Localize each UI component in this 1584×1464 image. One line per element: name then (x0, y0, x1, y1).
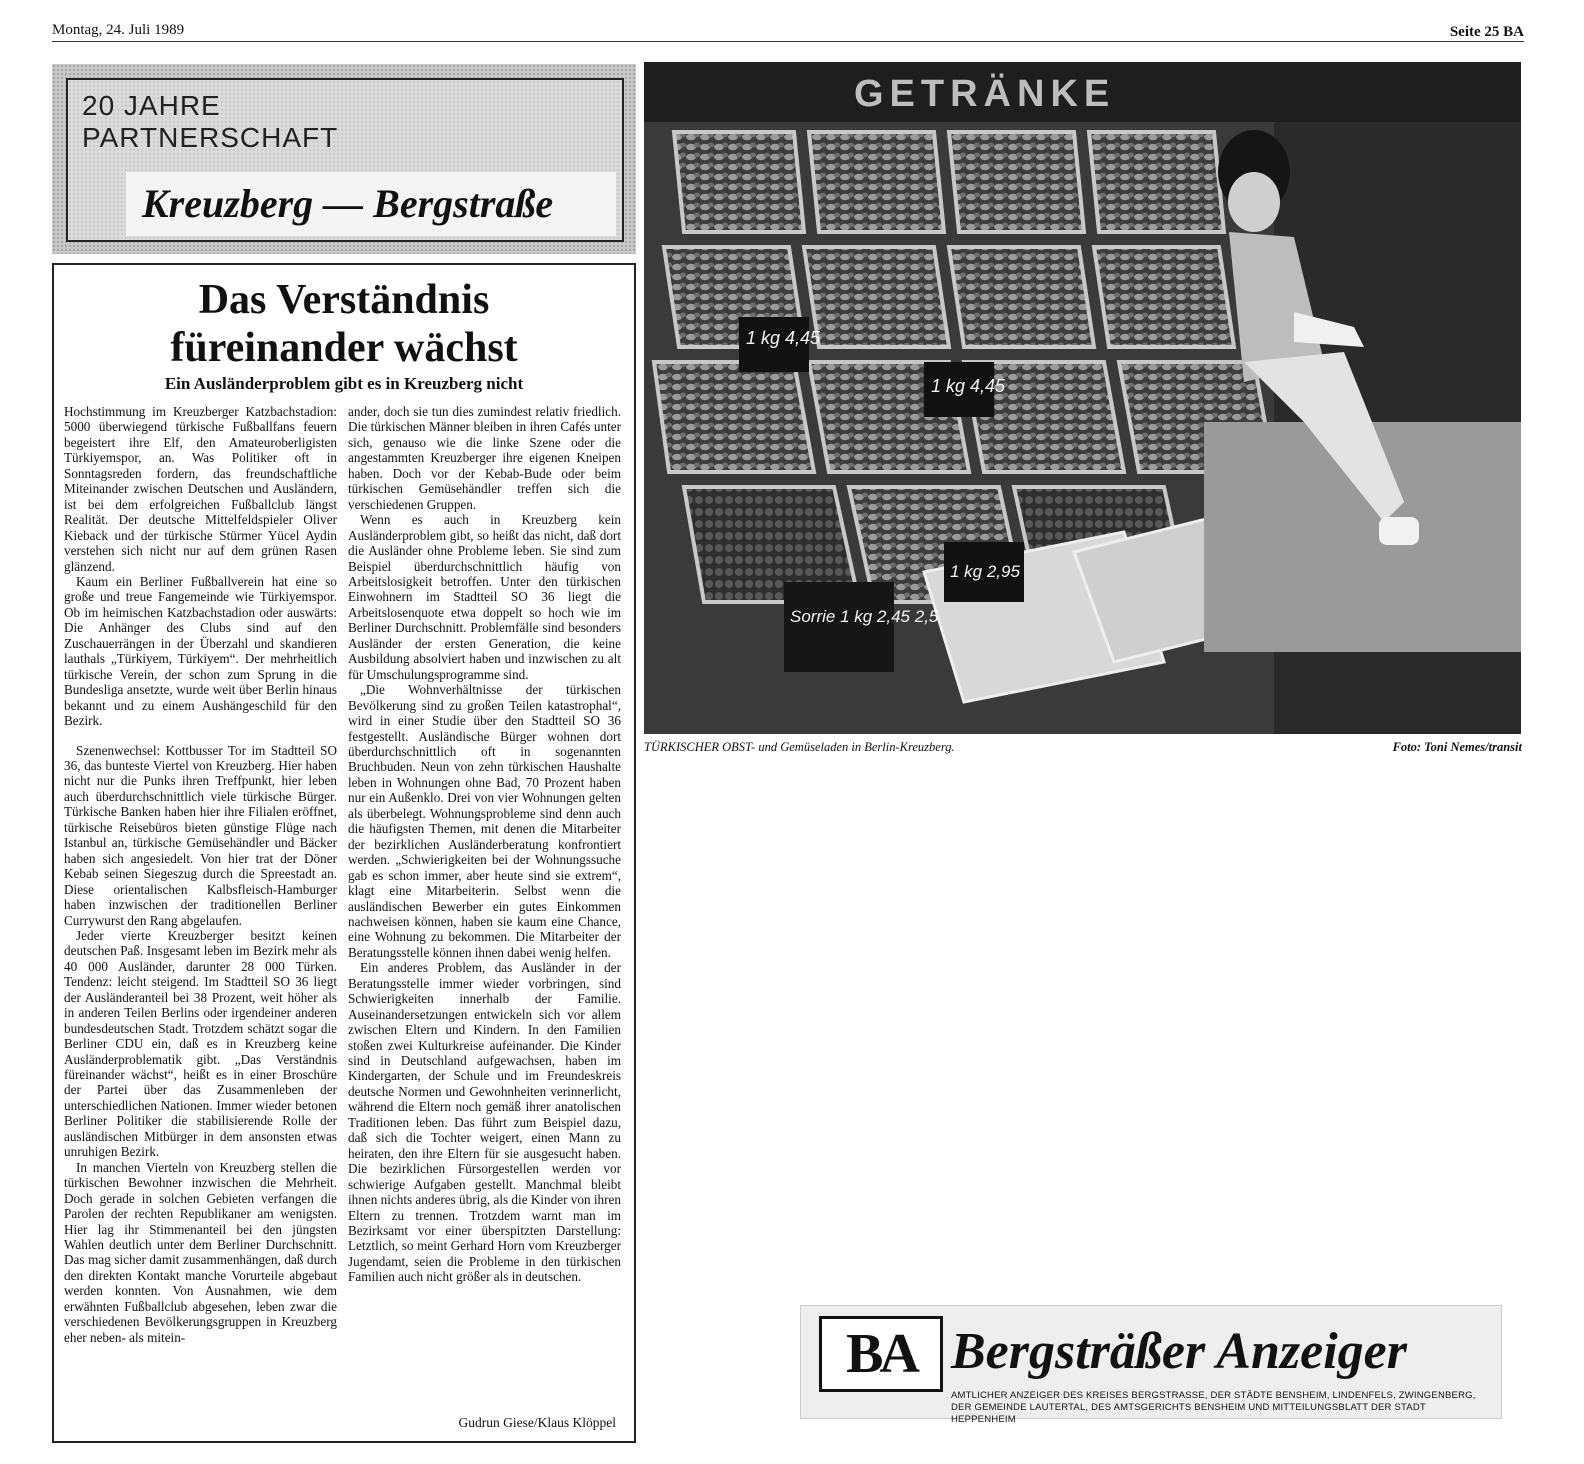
price-tag-3: Sorrie 1 kg 2,45 2,5 (790, 607, 939, 626)
article-byline: Gudrun Giese/Klaus Klöppel (458, 1415, 616, 1430)
paragraph: Szenenwechsel: Kottbusser Tor im Stadtteil SO 36, das bunteste Viertel von Kreuzberg. Hier haben nicht nur die Punks ihren Treffpunkt, hier leben auch überdurchschnittlich viele türkische Bürger. Türkische Banken haben hier ihre Filialen eröffnet, türkische Reisebüros bieten günstige Flüge nach Istanbul an, türkische Gemüsehändler und Bäcker haben sich angesiedelt. Von hier trat der Döner Kebab seinen Siegeszug durch die Spreestadt an. Diese orientalischen Kalbsfleisch-Hamburger haben inzwischen der traditionellen Berliner Currywurst den Rang abgelaufen. (64, 742, 337, 928)
header-date: Montag, 24. Juli 1989 (52, 22, 185, 38)
paragraph: ander, doch sie tun dies zumindest relativ friedlich. Die türkischen Männer bleiben in ihren Cafés unter sich, genauso wie die linke Szene oder die angestammten Kreuzberger ihre eigenen Kneipen haben. Doch vor der Kebab-Bude oder beim türkischen Gemüsehändler treffen sich die verschiedenen Gruppen. (348, 404, 621, 512)
article-subhead: Ein Ausländerproblem gibt es in Kreuzberg nicht (164, 374, 524, 393)
header-page: Seite 25 BA (1449, 24, 1524, 40)
banner-frame (66, 78, 624, 242)
paragraph: Jeder vierte Kreuzberger besitzt keinen deutschen Paß. Insgesamt leben im Bezirk mehr als 40 000 Ausländer, darunter 28 000 Türken. Tendenz: leicht steigend. Im Stadtteil SO 36 liegt der Ausländeranteil bei 38 Prozent, weit höher als in anderen Teilen Berlins oder irgendeiner anderen bundesdeutschen Stadt. Trotzdem schätzt sogar die Berliner CDU ein, daß es in Kreuzberg keine Ausländerproblematik gibt. „Das Verständnis füreinander wächst“, heißt es in einer Broschüre der Partei über das Zusammenleben der unterschiedlichen Nationen. Immer wieder betonen Berliner Politiker die stabilisierende Rolle der ausländischen Mitbürger in dem ansonsten etwas unruhigen Bezirk. (64, 927, 337, 1160)
photo-illustration (644, 62, 1521, 734)
masthead-subtitle: AMTLICHER ANZEIGER DES KREISES BERGSTRASSE, DER STÄDTE BENSHEIM, LINDENFELS, ZWINGENBERG, DER GEMEINDE LAUTERTAL, DES AMTSGERICHTS BENSHEIM UND MITTEILUNGSBLATT DER STADT HEPPENHEIM (951, 1390, 1476, 1425)
article-column-2 (348, 404, 621, 1285)
price-tag-1: 1 kg 4,45 (746, 328, 821, 348)
paragraph: „Die Wohnverhältnisse der türkischen Bevölkerung sind zu großen Teilen katastrophal“, wird in einer Studie über den Stadtteil SO 36 festgestellt. Ausländische Bürger wohnen dort überdurchschnittlich oft in sogenannten Bruchbuden. Neun von zehn türkischen Haushalte leben in Wohnungen ohne Bad, 70 Prozent haben nur ein Außenklo. Drei von vier Wohnungen gelten als überbelegt. Wohnungsprobleme sind denn auch die häufigsten Themen, mit denen die Mitarbeiter der bezirklichen Ausländerberatung konfrontiert werden. „Schwierigkeiten bei der Wohnungssuche gab es schon immer, aber heute sind sie extrem“, klagt eine Mitarbeiterin. Selbst wenn die ausländischen Bewerber ein gutes Einkommen nachweisen können, haben sie kaum eine Chance, eine Wohnung zu bekommen. Die Mitarbeiter der Beratungsstelle können ihnen dabei wenig helfen. (348, 682, 621, 960)
section-banner (52, 64, 636, 254)
photo-caption: TÜRKISCHER OBST- und Gemüseladen in Berlin-Kreuzberg. (644, 740, 955, 754)
price-tag-2: 1 kg 4,45 (931, 376, 1006, 396)
header-rule (52, 41, 1524, 42)
market-photo (644, 62, 1521, 734)
headline-line-1: Das Verständnis (198, 277, 490, 323)
paragraph: Kaum ein Berliner Fußballverein hat eine so große und treue Fangemeinde wie Türkiyemspor. Ob im heimischen Katzbachstadion oder auswärts: Die Anhänger des Clubs sind auf den Zuschauerrängen in der Überzahl und skandieren lauthals „Türkiyem, Türkiyem“. Der mehrheitlich türkische Verein, der schon zum Sprung in die Bundesliga ansetzte, wurde weit über Berlin hinaus bekannt und zu einem Aushängeschild für den Bezirk. (64, 573, 337, 729)
banner-kicker (82, 90, 338, 154)
paragraph: Wenn es auch in Kreuzberg kein Ausländerproblem gibt, so heißt das nicht, daß dort die Ausländer ohne Probleme leben. Sie sind zum Beispiel überdurchschnittlich häufig von Arbeitslosigkeit betroffen. Unter den türkischen Einwohnern im Stadtteil SO 36 liegt die Arbeitslosenquote etwa doppelt so hoch wie im Berliner Durchschnitt. Problemfälle sind besonders Ausländer der ersten Generation, die keine Ausbildung absolviert haben und inzwischen zu alt für Umschulungsprogramme sind. (348, 512, 621, 682)
paragraph: Ein anderes Problem, das Ausländer in der Beratungsstelle immer wieder vorbringen, sind Schwierigkeiten innerhalb der Familie. Auseinandersetzungen entwickeln sich vor allem zwischen Eltern und Kindern. In den Familien stoßen zwei Kulturkreise aufeinander. Die Kinder sind in Deutschland aufgewachsen, haben im Kindergarten, der Schule und im Freundeskreis deutsche Normen und Gewohnheiten verinnerlicht, während die Eltern noch gemäß ihrer anatolischen Traditionen leben. Das führt zum Beispiel dazu, daß sich die Tochter weigert, einen Mann zu heiraten, den ihre Eltern für sie ausgesucht haben. Die bezirklichen Fürsorgestellen werden vor schwierige Aufgaben gestellt. Manchmal bleibt ihnen nichts anderes übrig, als die Kinder von ihren Eltern zu trennen. Trotzdem warnt man im Bezirksamt vor einer überspitzten Darstellung: Letztlich, so meint Gerhard Horn vom Kreuzberger Jugendamt, seien die Probleme in den türkischen Familien auch nicht größer als in deutschen. (348, 960, 621, 1285)
newspaper-masthead (800, 1305, 1502, 1425)
photo-credit: Foto: Toni Nemes/transit (1392, 740, 1522, 754)
headline-line-2: füreinander wächst (170, 325, 518, 371)
article-headline (52, 276, 636, 372)
kicker-line-1: 20 JAHRE (82, 90, 221, 121)
article-column-1 (64, 404, 337, 1345)
ba-logo: BA (819, 1316, 943, 1392)
kicker-line-2: PARTNERSCHAFT (82, 122, 339, 153)
masthead-title: Bergsträßer Anzeiger (951, 1323, 1407, 1380)
paragraph: In manchen Vierteln von Kreuzberg stellen die türkischen Bewohner inzwischen die Mehrheit. Doch gerade in solchen Gebieten verfangen die Parolen der rechten Republikaner am wenigsten. Hier lag ihr Stimmenanteil bei den jüngsten Wahlen deutlich unter dem Berliner Durchschnitt. Das mag sicher damit zusammenhängen, daß durch den direkten Kontakt manche Vorurteile abgebaut werden konnten. Von Ausnahmen, wie dem erwähnten Fußballclub abgesehen, leben zwar die verschiedenen Bevölkerungsgruppen in Kreuzberg eher neben- als mitein- (64, 1159, 337, 1345)
photo-sign: GETRÄNKE (854, 73, 1116, 115)
price-tag-4: 1 kg 2,95 (950, 562, 1020, 581)
paragraph: Hochstimmung im Kreuzberger Katzbachstadion: 5000 überwiegend türkische Fußballfans feuern begeistert ihre Elf, den Amateuroberligisten Türkiyemspor, an. Was Politiker oft in Sonntagsreden fordern, das freundschaftliche Miteinander zwischen Deutschen und Ausländern, ist bei dem erfolgreichen Fußballclub längst Realität. Der deutsche Mittelfeldspieler Oliver Kieback und der türkische Stürmer Yücel Aydin verstehen sich nicht nur auf dem grünen Rasen glänzend. (64, 404, 337, 574)
banner-title: Kreuzberg — Bergstraße (126, 172, 616, 236)
